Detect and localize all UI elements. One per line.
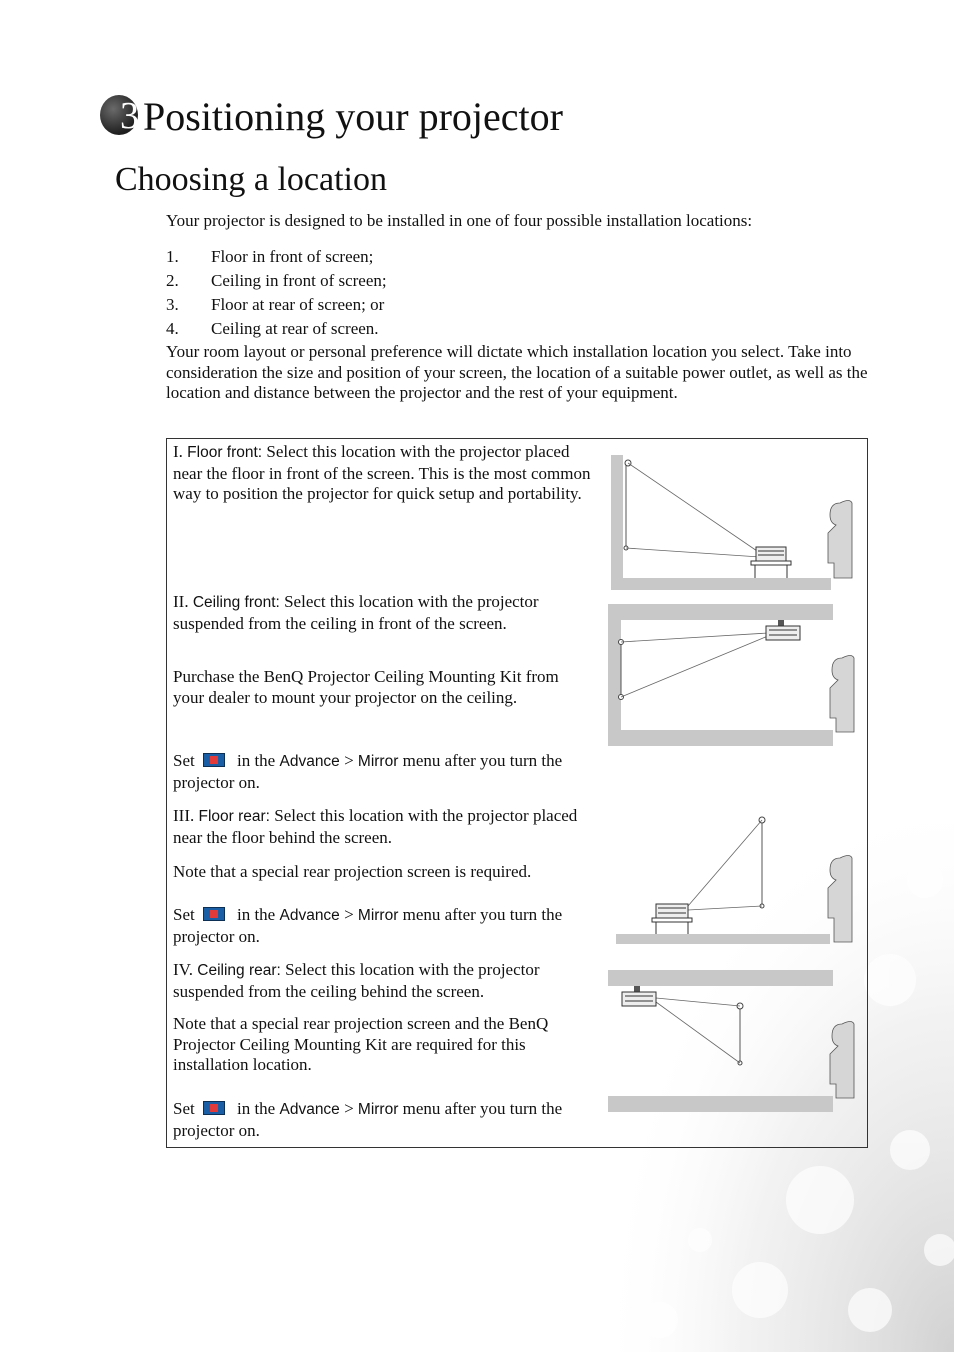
floor-rear-term: Floor rear: (198, 808, 270, 825)
floor-front-term: Floor front: (187, 444, 263, 461)
list-item: 3. Floor at rear of screen; or (166, 295, 385, 314)
ceiling-rear-term: Ceiling rear: (197, 962, 281, 979)
ceiling-rear-set-instruction: Set in the Advance > Mirror menu after you turn the projector on. (173, 1099, 563, 1140)
mirror-ceiling-front-icon (203, 753, 225, 767)
ceiling-front-note: Purchase the BenQ Projector Ceiling Mounting Kit from your dealer to mount your projector on the ceiling. (173, 667, 559, 707)
page-title: Positioning your projector (143, 94, 563, 139)
intro-paragraph: Your projector is designed to be installed in one of four possible installation locations: (166, 211, 753, 230)
floor-rear-set-instruction: Set in the Advance > Mirror menu after you turn the projector on. (173, 905, 563, 946)
ceiling-rear-text: IV. Ceiling rear: Select this location with the projector suspended from the ceiling behind the screen. (173, 960, 540, 1001)
mirror-ceiling-rear-icon (203, 1101, 225, 1115)
ceiling-front-diagram (606, 602, 862, 748)
floor-rear-note: Note that a special rear projection screen is required. (173, 862, 532, 881)
list-item: 4. Ceiling at rear of screen. (166, 319, 379, 338)
ceiling-front-term: Ceiling front: (192, 594, 280, 611)
list-item: 1. Floor in front of screen; (166, 247, 374, 266)
section-title: Choosing a location (115, 161, 387, 198)
location-list (166, 245, 866, 341)
ceiling-front-set-instruction: Set in the Advance > Mirror menu after you turn the projector on. (173, 751, 563, 792)
ceiling-rear-diagram (606, 968, 862, 1114)
floor-rear-text: III. Floor rear: Select this location with the projector placed near the floor behind the screen. (173, 806, 578, 847)
room-layout-paragraph: Your room layout or personal preference will dictate which installation location you select. Take into consideration the size and position of your screen, the location of a suitable power outlet, as well as the location and distance between the projector and the rest of your equipment. (166, 342, 868, 402)
ceiling-front-text: II. Ceiling front: Select this location with the projector suspended from the ceiling in front of the screen. (173, 592, 539, 633)
chapter-number: 3 (120, 95, 139, 137)
floor-rear-diagram (612, 814, 862, 946)
mirror-floor-rear-icon (203, 907, 225, 921)
ceiling-rear-note: Note that a special rear projection screen and the BenQ Projector Ceiling Mounting Kit are required for this installation location. (173, 1014, 549, 1074)
floor-front-text: I. Floor front: Select this location with the projector placed near the floor in front of the screen. This is the most common way to position the projector for quick setup and portability. (173, 442, 591, 503)
list-item: 2. Ceiling in front of screen; (166, 271, 387, 290)
floor-front-diagram (608, 445, 862, 593)
